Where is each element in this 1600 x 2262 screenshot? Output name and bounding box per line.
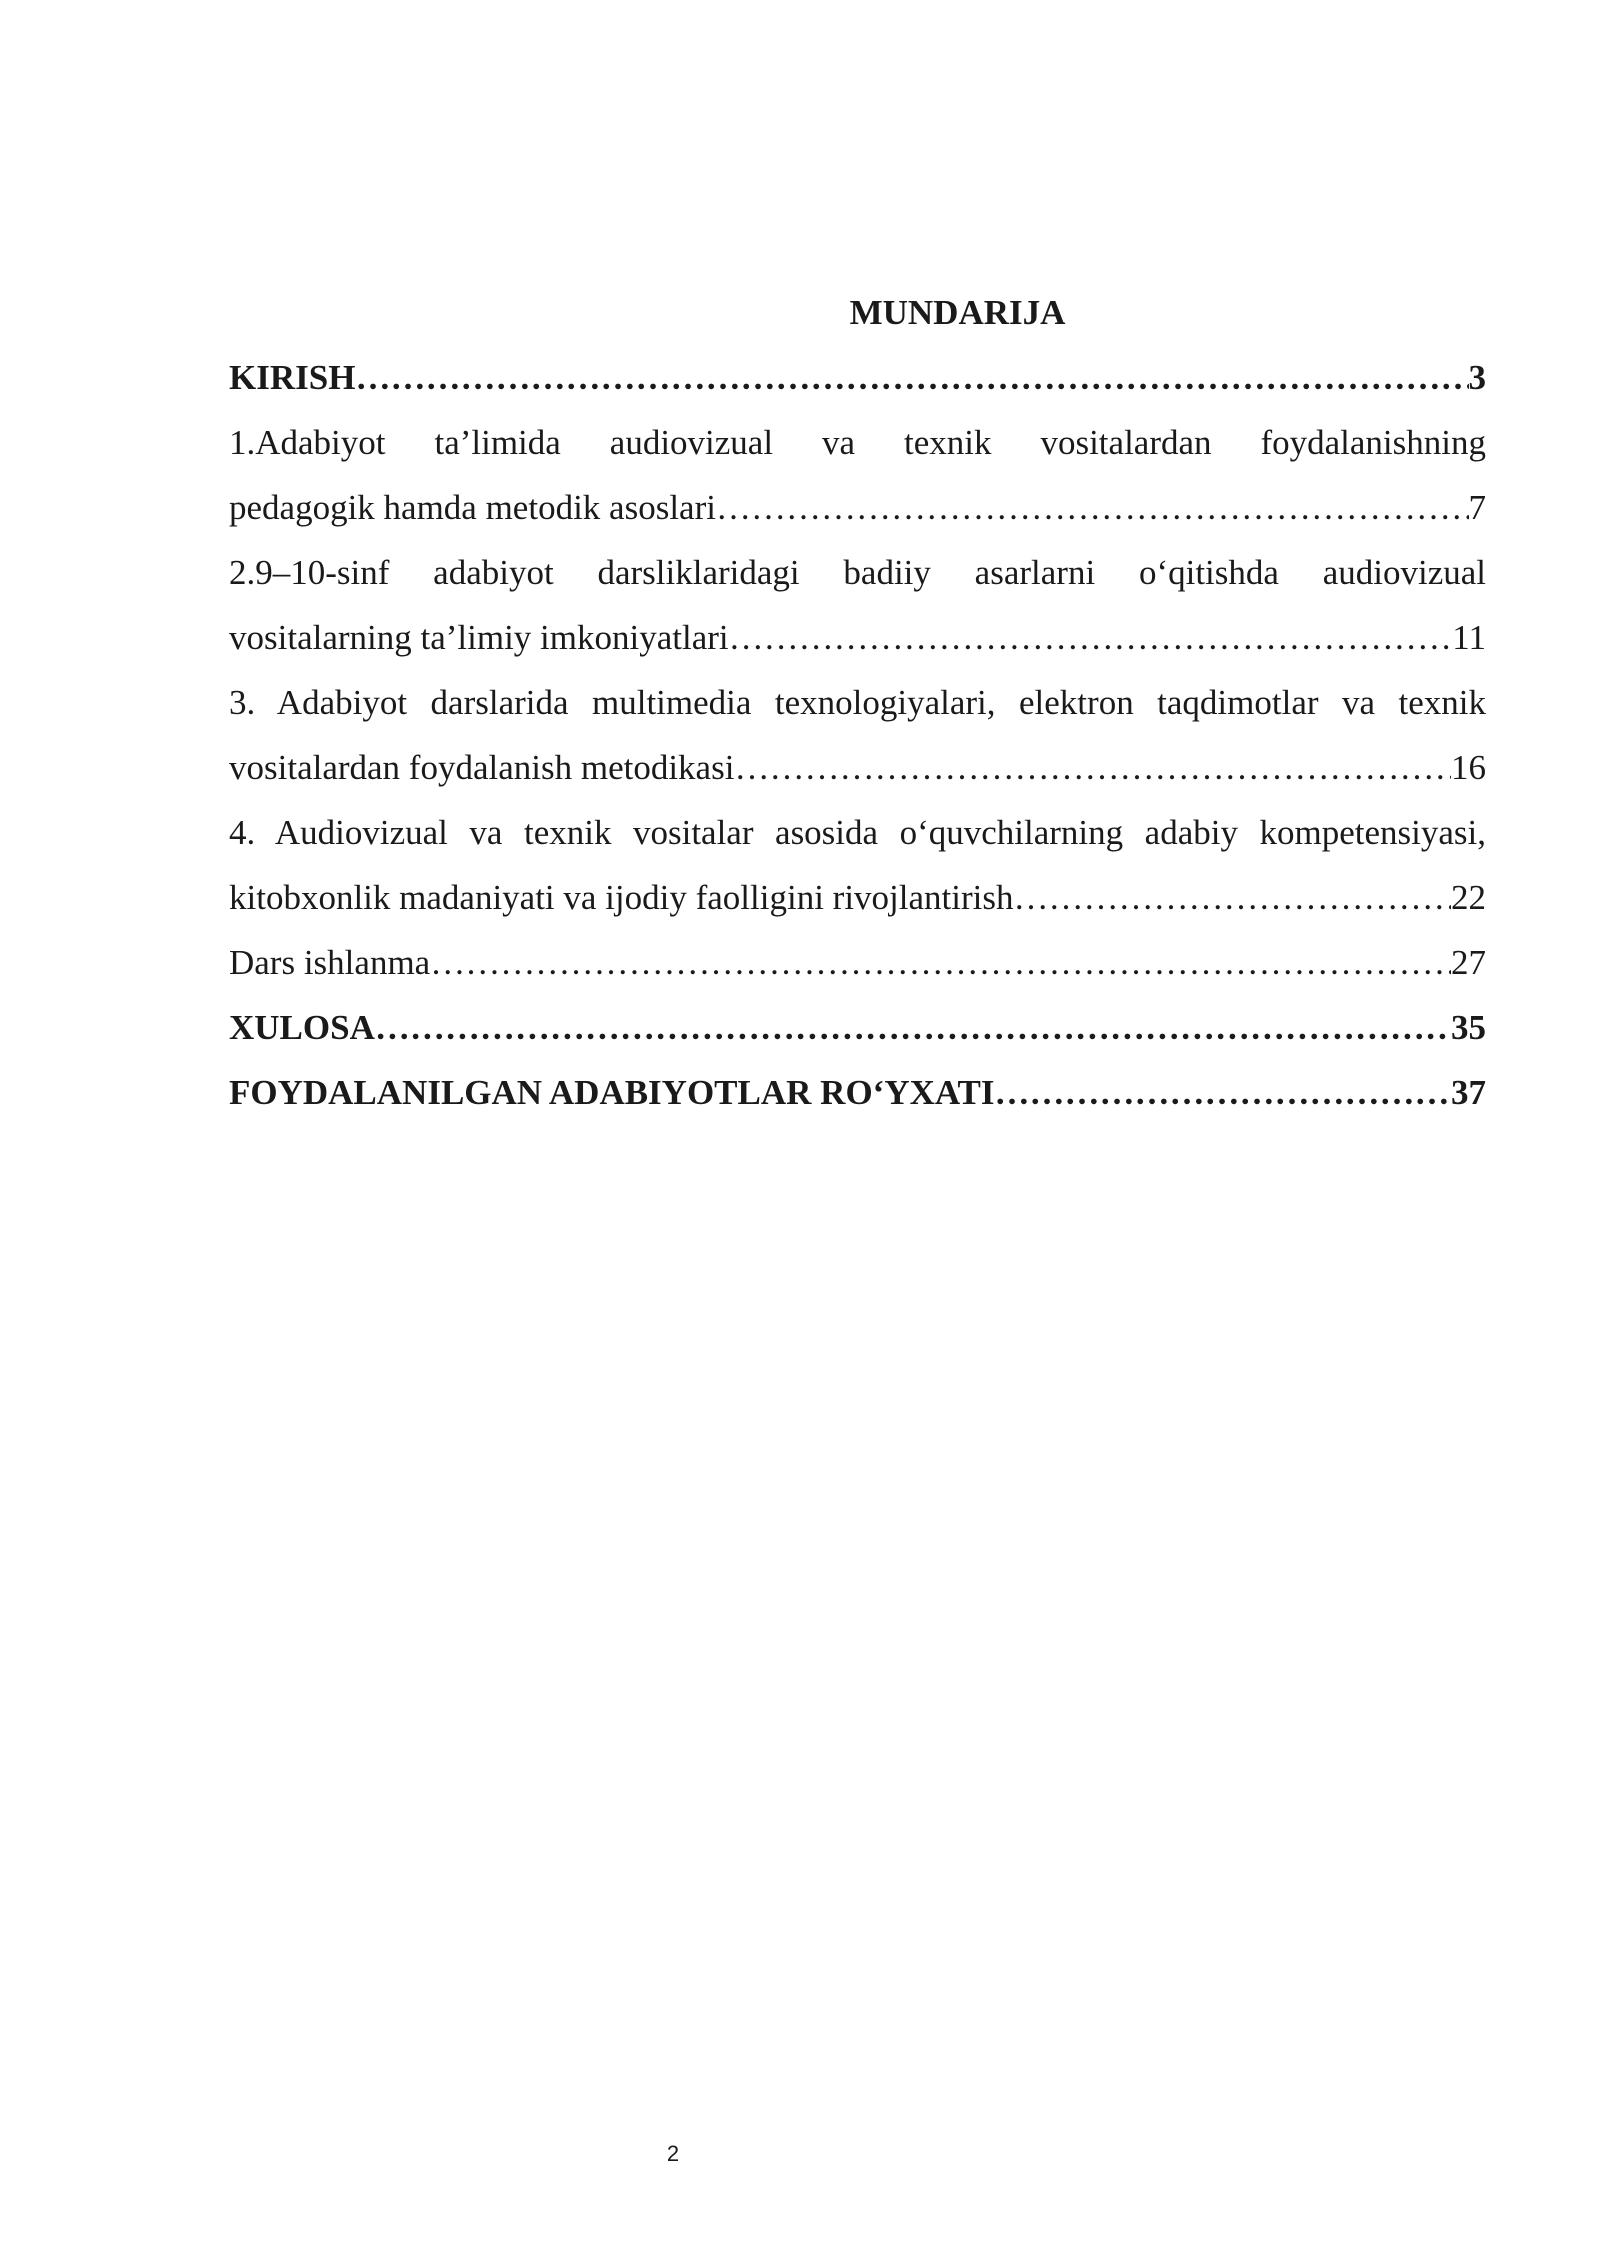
toc-entry-1-line1: 1.Adabiyot ta’limida audiovizual va texnik vositalardan foydalanishning bbox=[229, 423, 1486, 462]
toc-leader-dots bbox=[716, 475, 1469, 540]
toc-page-number: 16 bbox=[1451, 748, 1486, 787]
toc-leader-dots bbox=[1013, 865, 1451, 930]
toc-page-number: 27 bbox=[1451, 943, 1486, 982]
toc-page-number: 3 bbox=[1468, 358, 1486, 397]
toc-entry-label: vositalarning ta’limiy imkoniyatlari bbox=[229, 618, 729, 657]
toc-entry-references bbox=[229, 1060, 1486, 1125]
toc-title: MUNDARIJA bbox=[849, 293, 1066, 332]
toc-page-number: 11 bbox=[1452, 618, 1486, 657]
toc-entry-label: vositalardan foydalanish metodikasi bbox=[229, 748, 735, 787]
toc-entry-xulosa bbox=[229, 995, 1486, 1060]
toc-page-number: 37 bbox=[1451, 1073, 1486, 1112]
toc-page-number: 7 bbox=[1468, 488, 1486, 527]
toc-entry-label: KIRISH bbox=[229, 358, 356, 397]
toc-entry-3-line1: 3. Adabiyot darslarida multimedia texnologiyalari, elektron taqdimotlar va texnik bbox=[229, 683, 1486, 722]
toc-entry-kirish bbox=[229, 345, 1486, 410]
toc-entry-4 bbox=[229, 865, 1486, 930]
toc-entry-2-line1: 2.9–10-sinf adabiyot darsliklaridagi badiiy asarlarni o‘qitishda audiovizual bbox=[229, 553, 1486, 592]
toc-leader-dots bbox=[430, 930, 1451, 995]
toc-entry-label: pedagogik hamda metodik asoslari bbox=[229, 488, 716, 527]
toc-leader-dots bbox=[729, 605, 1453, 670]
toc-entry-3 bbox=[229, 735, 1486, 800]
toc-entry-label: kitobxonlik madaniyati va ijodiy faolligini rivojlantirish bbox=[229, 878, 1014, 917]
toc-entry-label: FOYDALANILGAN ADABIYOTLAR RO‘YXATI bbox=[229, 1073, 995, 1112]
toc-page-number: 35 bbox=[1451, 1008, 1486, 1047]
toc-entry-1 bbox=[229, 475, 1486, 540]
toc-entry-label: Dars ishlanma bbox=[229, 943, 431, 982]
toc-entry-4-line1: 4. Audiovizual va texnik vositalar asosida o‘quvchilarning adabiy kompetensiyasi, bbox=[229, 813, 1486, 852]
toc-entry-2 bbox=[229, 605, 1486, 670]
toc-page-number: 22 bbox=[1451, 878, 1486, 917]
toc-leader-dots bbox=[355, 345, 1468, 410]
toc-leader-dots bbox=[995, 1060, 1451, 1125]
page-number: 2 bbox=[666, 2141, 680, 2166]
toc-leader-dots bbox=[734, 735, 1451, 800]
toc-entry-label: XULOSA bbox=[229, 1008, 375, 1047]
toc-entry-dars-ishlanma bbox=[229, 930, 1486, 995]
toc-leader-dots bbox=[375, 995, 1451, 1060]
table-of-contents bbox=[229, 280, 1486, 1125]
